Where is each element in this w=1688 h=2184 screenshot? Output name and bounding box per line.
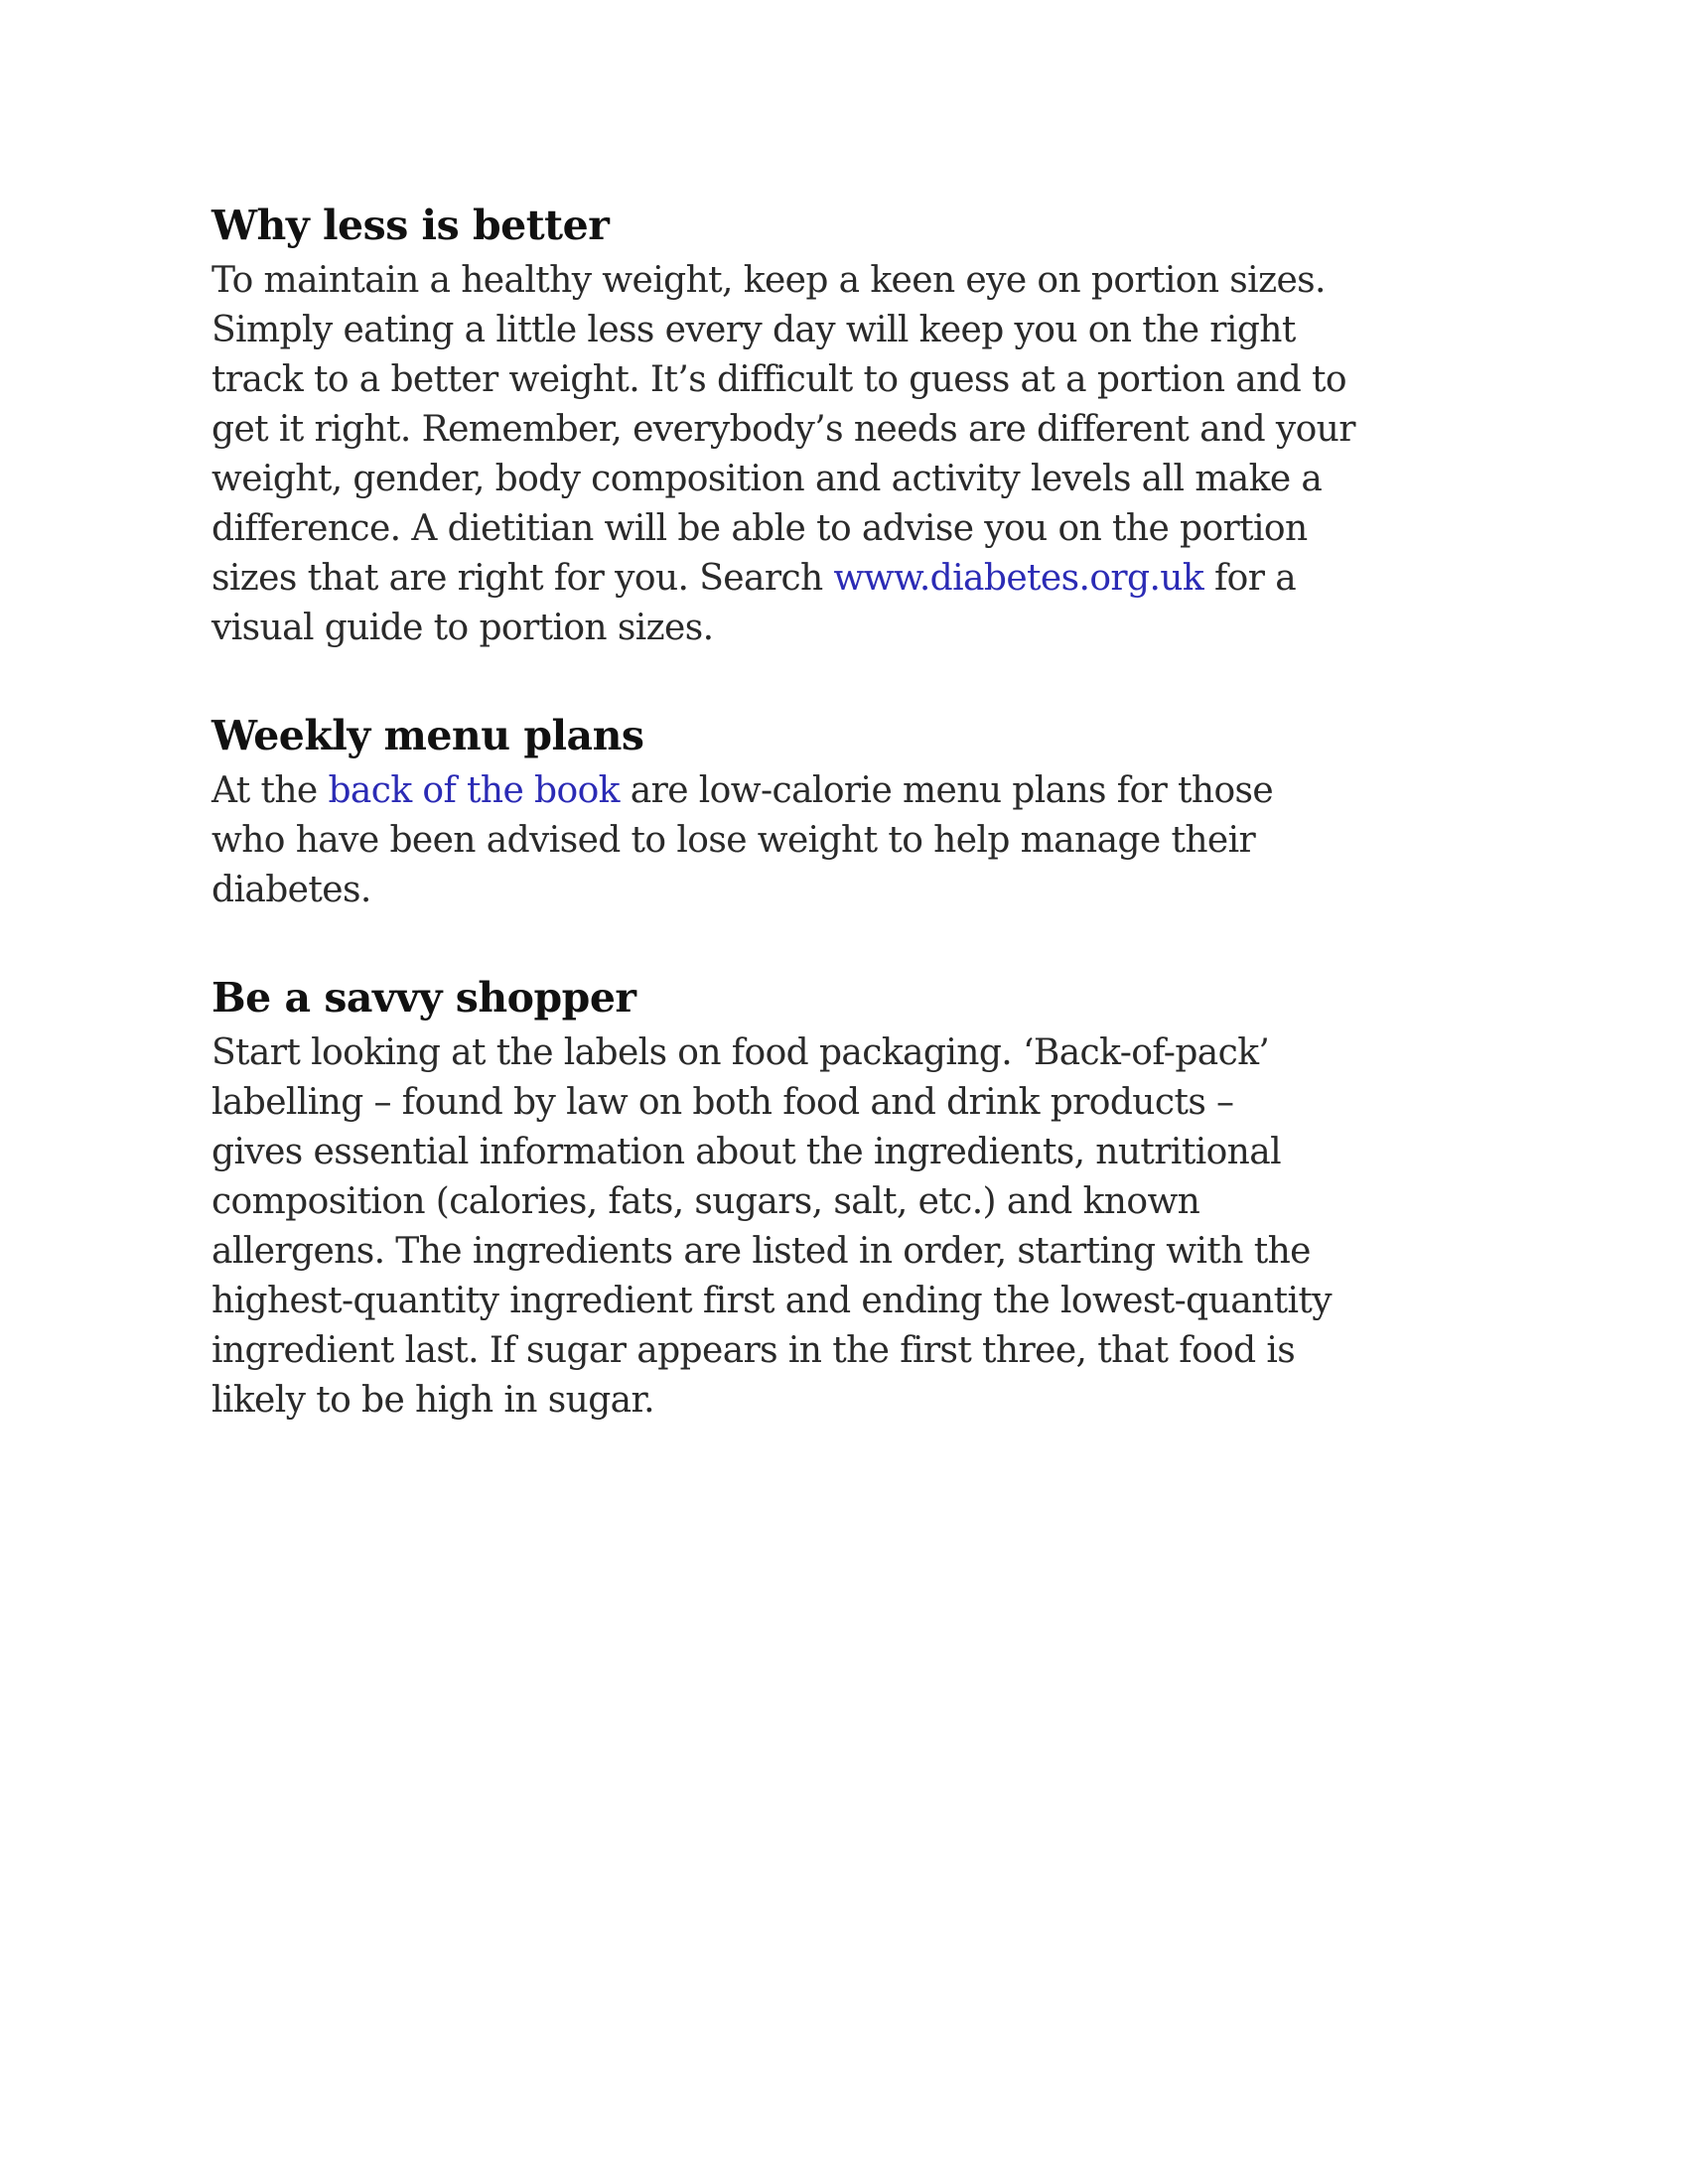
paragraph-line xyxy=(211,455,1502,504)
line-text: are low-calorie menu plans for those xyxy=(619,770,1274,811)
section-paragraph xyxy=(211,256,1502,653)
paragraph-line xyxy=(211,1078,1502,1128)
line-text: sizes that are right for you. Search xyxy=(211,558,834,599)
paragraph-line xyxy=(211,1376,1502,1426)
paragraph-line xyxy=(211,355,1502,405)
section-weekly-menu-plans xyxy=(211,705,1502,915)
paragraph-line xyxy=(211,604,1502,653)
line-text: At the xyxy=(211,770,329,811)
back-of-book-link[interactable]: back of the book xyxy=(328,770,620,811)
line-text: get it right. Remember, everybody’s needs are different and your xyxy=(211,409,1355,450)
line-text: highest-quantity ingredient first and ending the lowest-quantity xyxy=(211,1281,1333,1321)
line-text: Start looking at the labels on food packaging. ‘Back-of-pack’ xyxy=(211,1032,1270,1073)
paragraph-line xyxy=(211,1326,1502,1376)
paragraph-line xyxy=(211,866,1502,915)
section-paragraph xyxy=(211,766,1502,915)
paragraph-line xyxy=(211,1277,1502,1326)
line-text: ingredient last. If sugar appears in the first three, that food is xyxy=(211,1330,1296,1371)
paragraph-line xyxy=(211,1177,1502,1227)
line-text: diabetes. xyxy=(211,870,371,910)
section-paragraph xyxy=(211,1028,1502,1426)
line-text: Simply eating a little less every day will keep you on the right xyxy=(211,310,1296,350)
paragraph-line xyxy=(211,816,1502,866)
line-text: visual guide to portion sizes. xyxy=(211,608,714,648)
line-text: weight, gender, body composition and activity levels all make a xyxy=(211,459,1323,499)
paragraph-line xyxy=(211,1028,1502,1078)
paragraph-line xyxy=(211,405,1502,455)
paragraph-line xyxy=(211,504,1502,554)
line-text: composition (calories, fats, sugars, salt, etc.) and known xyxy=(211,1181,1200,1222)
paragraph-line xyxy=(211,766,1502,816)
line-text: gives essential information about the ingredients, nutritional xyxy=(211,1132,1282,1172)
paragraph-line xyxy=(211,256,1502,306)
diabetes-website-link[interactable]: www.diabetes.org.uk xyxy=(833,558,1204,599)
section-heading: Weekly menu plans xyxy=(211,712,644,759)
line-text: track to a better weight. It’s difficult to guess at a portion and to xyxy=(211,359,1346,400)
line-text: labelling – found by law on both food and drink products – xyxy=(211,1082,1234,1123)
line-text: who have been advised to lose weight to help manage their xyxy=(211,820,1256,861)
paragraph-line xyxy=(211,1227,1502,1277)
section-heading: Why less is better xyxy=(211,202,610,249)
paragraph-line xyxy=(211,554,1502,604)
paragraph-line xyxy=(211,1128,1502,1177)
line-text: allergens. The ingredients are listed in order, starting with the xyxy=(211,1231,1311,1272)
line-text: difference. A dietitian will be able to advise you on the portion xyxy=(211,508,1308,549)
paragraph-line xyxy=(211,306,1502,355)
section-why-less-is-better xyxy=(211,195,1502,653)
section-be-a-savvy-shopper xyxy=(211,967,1502,1426)
line-text: likely to be high in sugar. xyxy=(211,1380,654,1421)
line-text: To maintain a healthy weight, keep a keen eye on portion sizes. xyxy=(211,260,1326,301)
section-heading: Be a savvy shopper xyxy=(211,974,636,1022)
document-page xyxy=(211,195,1502,1477)
line-text: for a xyxy=(1203,558,1297,599)
